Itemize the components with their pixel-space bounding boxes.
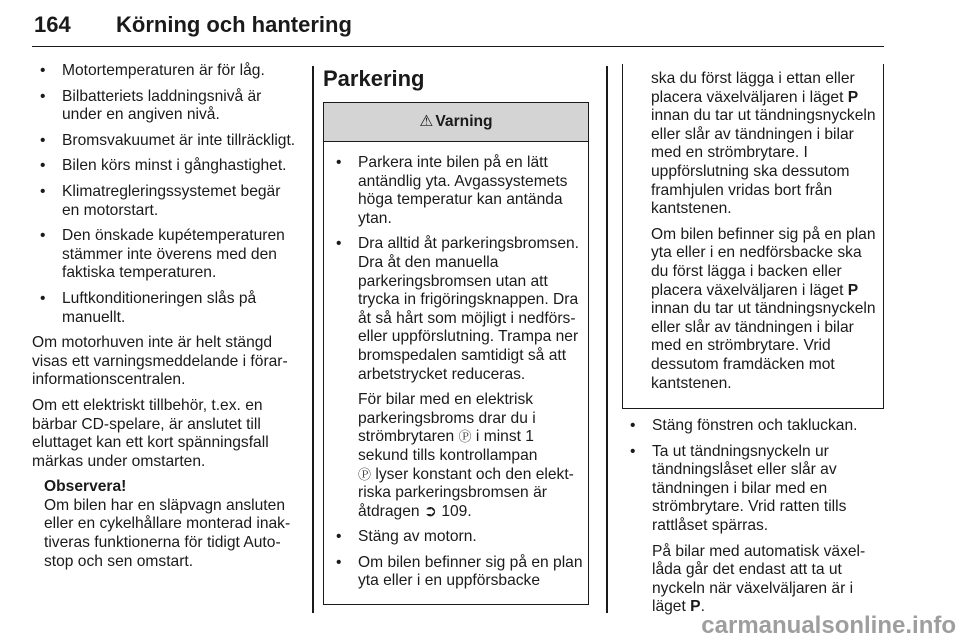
list-item: • Motortemperaturen är för låg. [32, 62, 302, 81]
list-item: • Bromsvakuumet är inte tillräckligt. [32, 132, 302, 151]
gear-p-label: P [847, 88, 859, 106]
page-number: 164 [34, 12, 71, 37]
column-divider-1 [312, 66, 314, 613]
list-item: • Dra alltid åt parkeringsbromsen. Dra åt den manuella parkeringsbromsen utan att trycka in frigöringsknappen. Dra åt så hårt som möjligt i nedförs- eller uppförslutning. Trampa ner bromspedalen samtidigt så att arbetstrycket reduceras. [328, 235, 584, 384]
warning-title: Varning [435, 112, 493, 130]
section-title-parking: Parkering [323, 66, 425, 91]
list-item: • Ta ut tändningsnyckeln ur tändningslåset eller slår av tändningen i bilar med en strömbrytare. Vrid ratten tills rattlåset spärras. [622, 443, 884, 536]
sub-text-b: i minst 1 sekund tills kontrollampan [358, 428, 538, 464]
list-item: • Bilbatteriets laddningsnivå är under en angiven nivå. [32, 88, 302, 125]
continued-paragraph-2: Om bilen befinner sig på en plan yta eller i en nedförsbacke ska du först lägga i backen eller placera växelväljaren i läget P innan du tar ut tändningsnyckeln eller slår av tändningen i bilar med en strömbrytare. Vrid dessutom framdäcken mot kantstenen. [651, 225, 876, 392]
column-2 [323, 62, 589, 605]
list-item: • Klimatregleringssystemet begär en motorstart. [32, 183, 302, 220]
warning-body [324, 142, 588, 604]
list-item: • Stäng av motorn. [328, 528, 584, 547]
warning-box [323, 102, 589, 605]
warning-header [324, 103, 588, 142]
column-1 [32, 62, 302, 571]
column-3 [622, 64, 884, 624]
list-item: • Om bilen befinner sig på en plan yta eller i en uppförsbacke [328, 554, 584, 591]
sub-text-a: För bilar med en elektrisk parkeringsbroms drar du i strömbrytaren [358, 391, 536, 446]
list-item: • Bilen körs minst i gånghastighet. [32, 157, 302, 176]
sub-text-c: lyser konstant och den elektriska parkeringsbromsen är åtdragen [358, 465, 574, 520]
watermark: carmanualsonline.info [701, 612, 956, 639]
automatic-gearbox-note: På bilar med automatisk växellåda går det endast att ta ut nyckeln när växelväljaren är i läget P. [652, 542, 866, 616]
note-box [32, 478, 302, 571]
gear-p-label: P [690, 598, 701, 616]
column-divider-2 [606, 66, 608, 613]
warning-triangle-icon: ⚠ [419, 112, 434, 130]
parking-brake-icon: Ⓟ [358, 466, 372, 482]
parking-brake-icon: Ⓟ [458, 429, 472, 445]
gear-p-label: P [847, 281, 859, 299]
list-item: • Den önskade kupétemperaturen stämmer inte överens med den faktiska temperaturen. [32, 227, 302, 283]
page-reference-icon: ➲ [423, 502, 437, 520]
paragraph-voltage-drop: Om ett elektriskt tillbehör, t.ex. en bärbar CD-spelare, är anslutet till eluttaget kan ett kort spänningsfall märkas under omstarten. [32, 396, 269, 470]
list-item: • Stäng fönstren och takluckan. [622, 417, 884, 436]
list-item: • Parkera inte bilen på en lätt antändlig yta. Avgassystemets höga temperatur kan antända ytan. [328, 154, 584, 228]
warning-subparagraph [328, 391, 584, 521]
note-title: Observera! [44, 478, 127, 496]
page-header [32, 8, 884, 47]
note-text: Om bilen har en släpvagn ansluten eller en cykelhållare monterad inaktiveras funktionerna för tidigt Auto-stop och sen omstart. [44, 496, 291, 570]
page-reference-link[interactable]: 109. [441, 502, 472, 520]
continued-paragraph-1: ska du först lägga i ettan eller placera växelväljaren i läget P innan du tar ut tändningsnyckeln eller slår av tändningen i bilar med en strömbrytare. I uppförslutning ska dessutom framhjulen vridas bort från kantstenen. [651, 70, 876, 218]
page-title: Körning och hantering [116, 12, 352, 37]
warning-box-continued [622, 64, 884, 409]
paragraph-hood-warning: Om motorhuven inte är helt stängd visas ett varningsmeddelande i förarinformationscentralen. [32, 334, 288, 389]
list-item: • Luftkonditioneringen slås på manuellt. [32, 290, 302, 327]
